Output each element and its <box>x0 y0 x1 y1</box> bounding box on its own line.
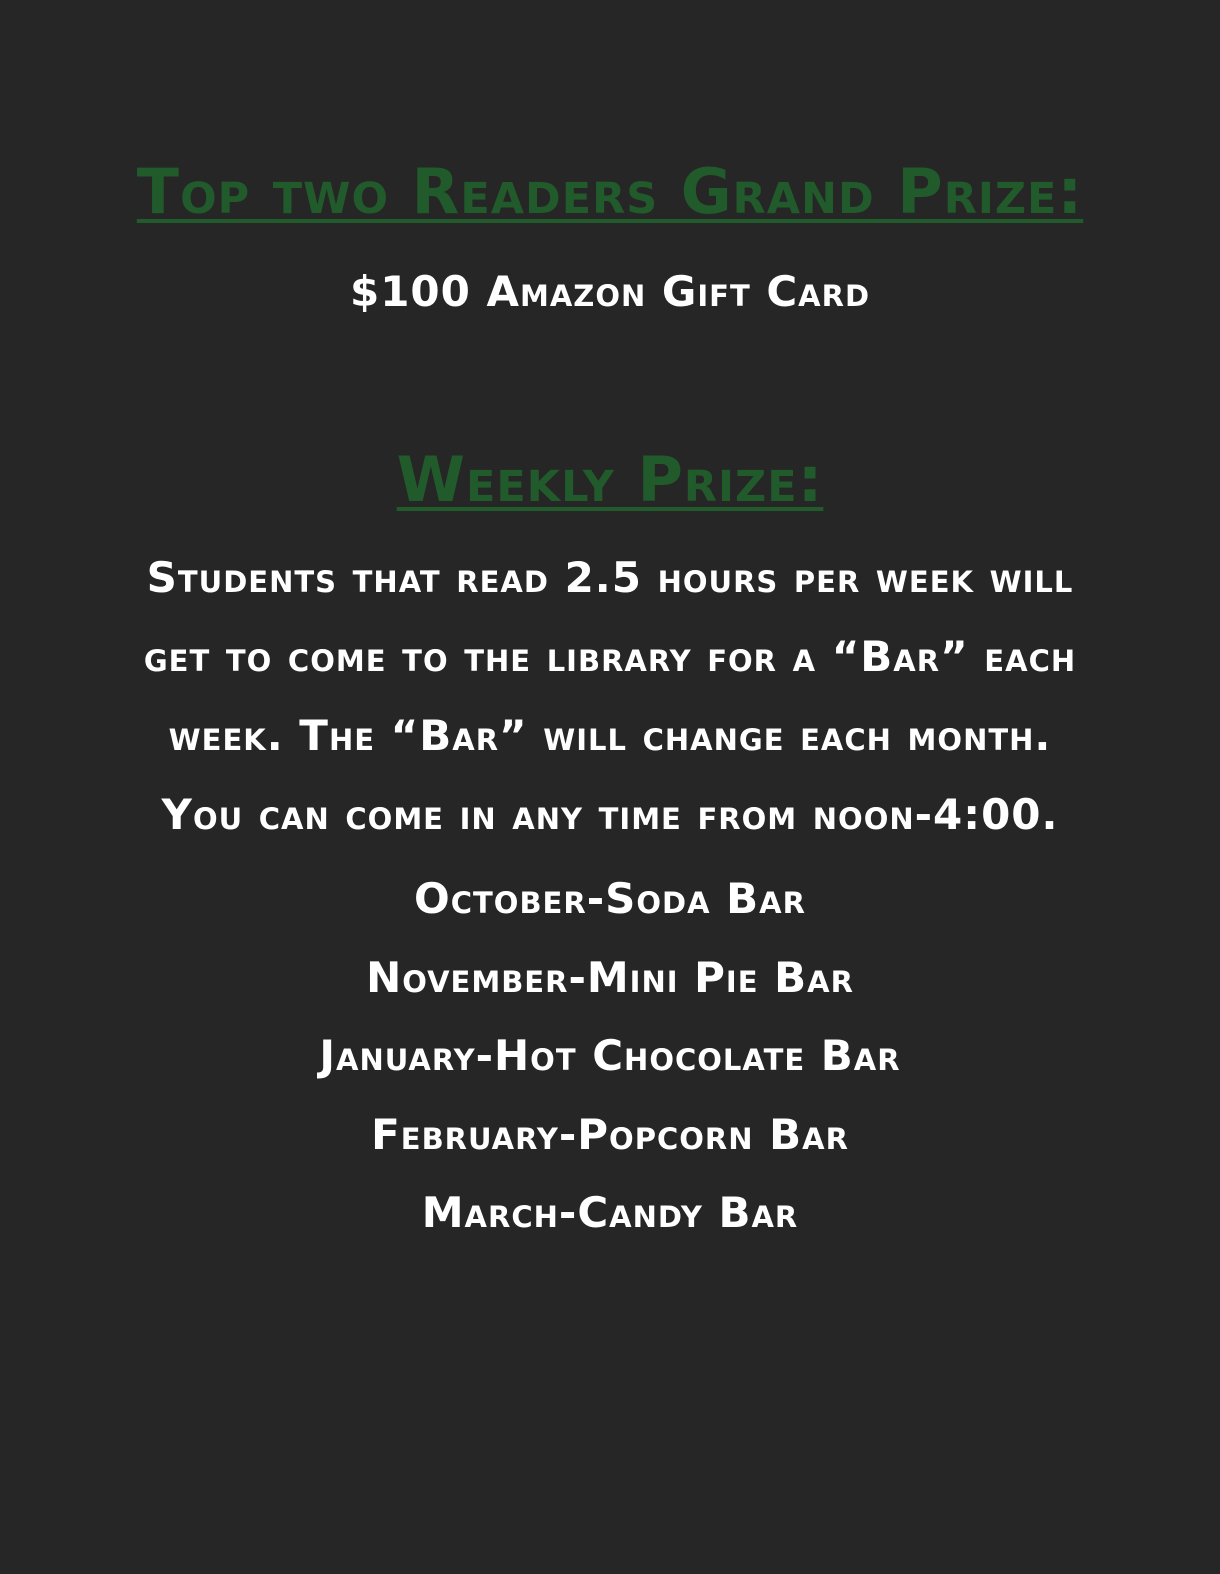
grand-prize-text: $100 Amazon Gift Card <box>349 267 871 316</box>
list-item: March-Candy Bar <box>421 1188 799 1237</box>
grand-prize-heading: Top two Readers Grand Prize: <box>136 155 1084 228</box>
list-item: November-Mini Pie Bar <box>366 952 854 1002</box>
monthly-bar-list <box>0 860 1220 1253</box>
weekly-prize-description: Students that read 2.5 hours per week will get to come to the library for a “Bar” each week. The “Bar” will change each month. You can come in any time from noon-4:00. <box>143 553 1077 839</box>
weekly-prize-heading: Weekly Prize: <box>396 443 824 516</box>
list-item: October-Soda Bar <box>414 874 806 923</box>
list-item: January-Hot Chocolate Bar <box>319 1031 901 1080</box>
list-item: February-Popcorn Bar <box>371 1109 849 1159</box>
